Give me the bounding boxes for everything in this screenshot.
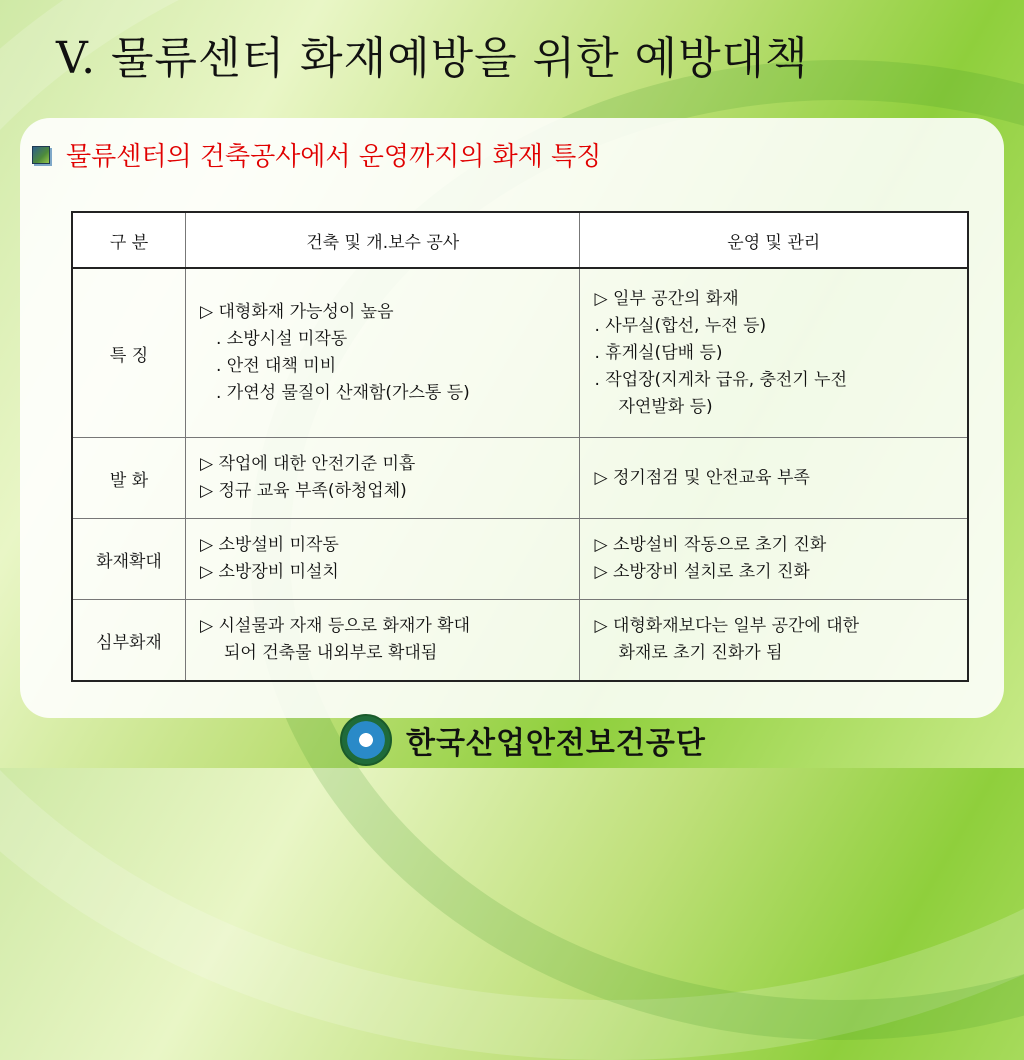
- operation-cell: [580, 438, 968, 519]
- cube-bullet-icon: [32, 146, 50, 164]
- construction-cell: [186, 519, 580, 600]
- table-row: [72, 600, 968, 682]
- row-category: 특 징: [72, 268, 186, 438]
- cell-line: ▷ 일부 공간의 화재: [594, 288, 739, 309]
- cell-line: 화재로 초기 진화가 됨: [618, 643, 783, 663]
- cell-line: . 휴게실(담배 등): [594, 342, 723, 363]
- cell-line: . 가연성 물질이 산재함(가스통 등): [216, 383, 470, 403]
- cell-line: ▷ 소방장비 설치로 초기 진화: [594, 562, 810, 582]
- cell-line: ▷ 작업에 대한 안전기준 미흡: [200, 454, 416, 474]
- cell-line: . 사무실(합선, 누전 등): [594, 315, 767, 336]
- operation-cell: [580, 519, 968, 600]
- cell-line: ▷ 정기점검 및 안전교육 부족: [594, 467, 810, 488]
- construction-cell: [186, 600, 580, 682]
- cell-line: ▷ 시설물과 자재 등으로 화재가 확대: [200, 616, 471, 636]
- cell-line: ▷ 대형화재보다는 일부 공간에 대한: [594, 616, 860, 636]
- construction-cell: [186, 268, 580, 438]
- footer-logo: [340, 712, 706, 768]
- slide-subtitle: 물류센터의 건축공사에서 운영까지의 화재 특징: [66, 142, 602, 172]
- table-row: [72, 438, 968, 519]
- kosha-emblem-icon: [340, 714, 392, 766]
- cell-line: . 소방시설 미작동: [216, 329, 348, 349]
- subtitle-row: [32, 136, 601, 173]
- table-row: [72, 519, 968, 600]
- operation-cell: [580, 600, 968, 682]
- cell-line: ▷ 대형화재 가능성이 높음: [200, 302, 394, 322]
- cell-line: 자연발화 등): [618, 396, 713, 417]
- cell-line: ▷ 정규 교육 부족(하청업체): [200, 481, 407, 501]
- table-row: [72, 268, 968, 438]
- header-category: 구 분: [72, 212, 186, 268]
- slide-title: V. 물류센터 화재예방을 위한 예방대책: [56, 33, 809, 84]
- fire-characteristics-table: [71, 211, 969, 682]
- cell-line: . 안전 대책 미비: [216, 356, 337, 376]
- organization-name: 한국산업안전보건공단: [406, 726, 706, 761]
- cell-line: 되어 건축물 내외부로 확대됨: [224, 643, 438, 663]
- operation-cell: [580, 268, 968, 438]
- cell-line: . 작업장(지게차 급유, 충전기 누전: [594, 369, 848, 390]
- header-construction: 건축 및 개.보수 공사: [186, 212, 580, 268]
- cell-line: ▷ 소방설비 미작동: [200, 535, 339, 555]
- row-category: 심부화재: [72, 600, 186, 682]
- cell-line: ▷ 소방설비 작동으로 초기 진화: [594, 535, 827, 555]
- construction-cell: [186, 438, 580, 519]
- row-category: 화재확대: [72, 519, 186, 600]
- row-category: 발 화: [72, 438, 186, 519]
- table-header-row: [72, 212, 968, 268]
- cell-line: ▷ 소방장비 미설치: [200, 562, 339, 582]
- header-operation: 운영 및 관리: [580, 212, 968, 268]
